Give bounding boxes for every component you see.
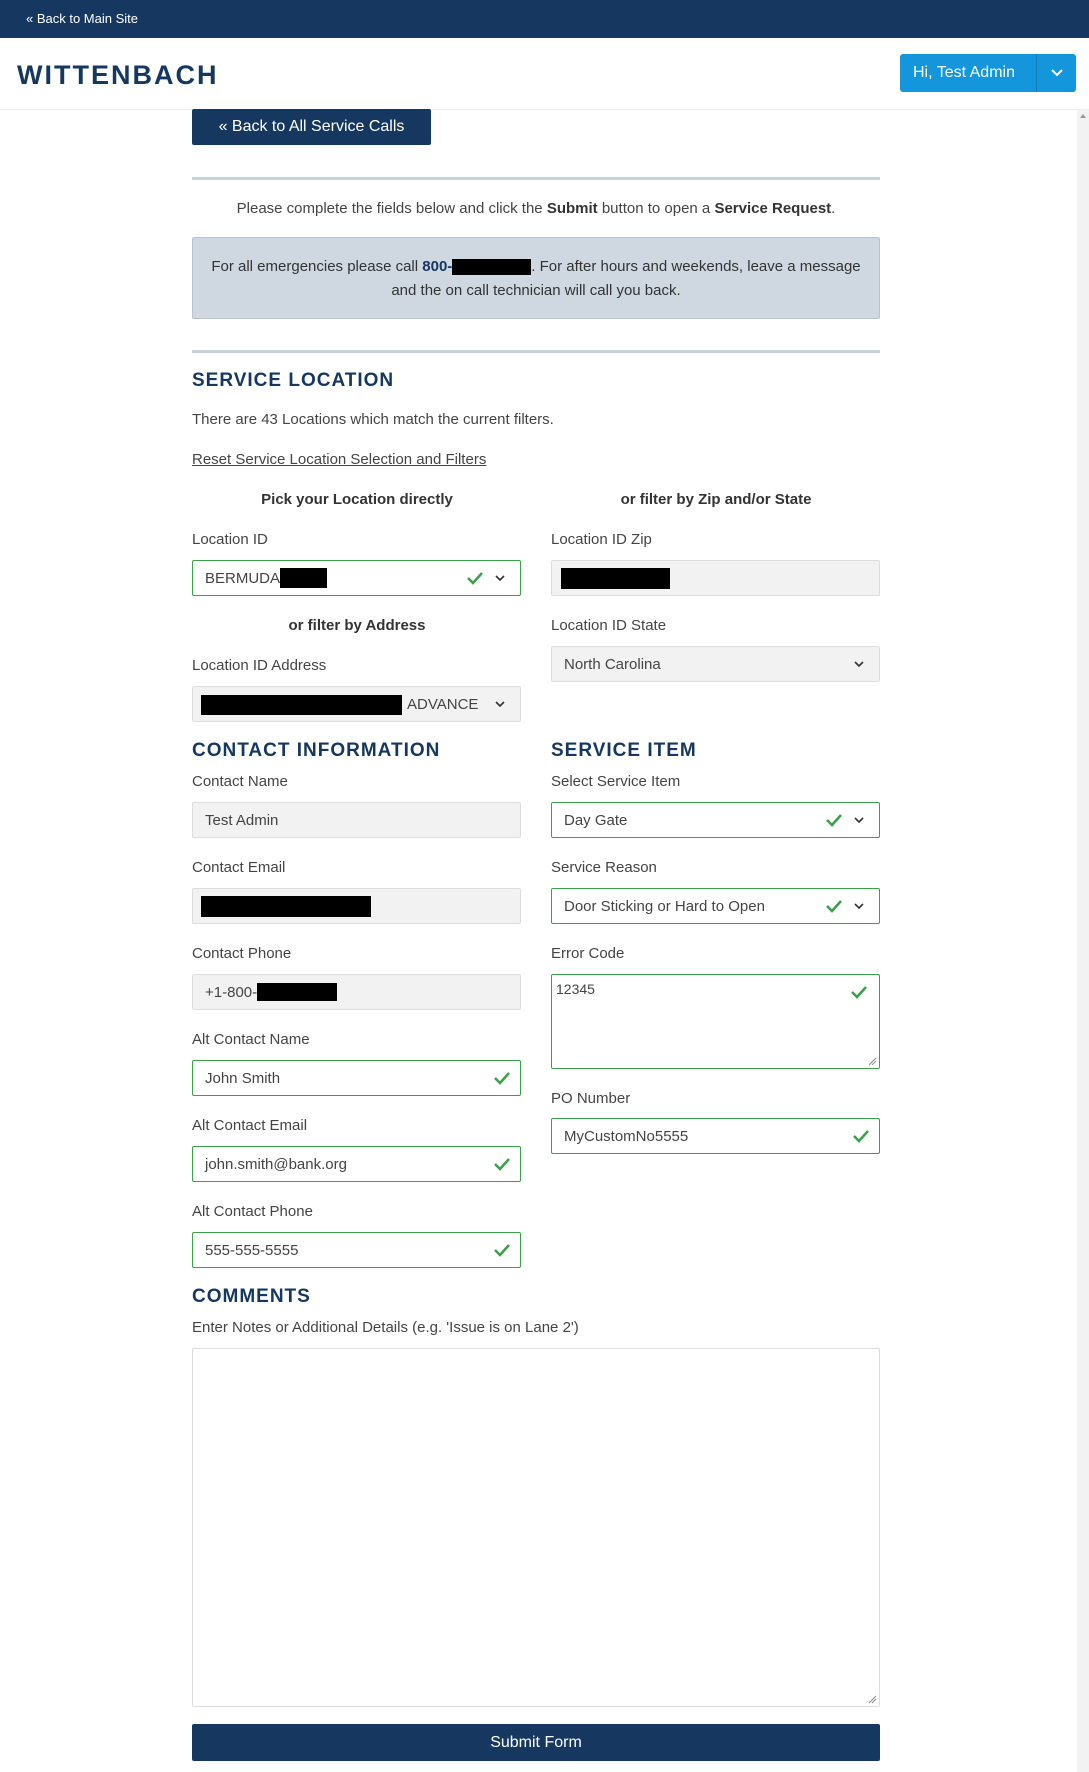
error-code-label: Error Code	[551, 945, 625, 962]
user-greeting: Hi, Test Admin	[913, 64, 1015, 81]
redacted-block	[280, 568, 327, 588]
alt-contact-phone-label: Alt Contact Phone	[192, 1203, 313, 1220]
emergency-phone: 800-	[422, 258, 453, 275]
divider	[192, 350, 880, 353]
contact-name-input[interactable]	[192, 802, 521, 838]
zip-label: Location ID Zip	[551, 531, 652, 548]
intro-text-part: button to open a	[597, 200, 715, 217]
check-icon	[466, 569, 484, 587]
site-header	[0, 38, 1089, 110]
intro-text-part: Please complete the fields below and click the	[236, 200, 547, 217]
chevron-down-icon	[853, 814, 865, 826]
back-to-service-calls-button[interactable]: « Back to All Service Calls	[192, 109, 431, 145]
service-reason-label: Service Reason	[551, 859, 657, 876]
phone-prefix: +1-800-	[205, 984, 258, 1001]
comments-label: Enter Notes or Additional Details (e.g. 'Issue is on Lane 2')	[192, 1319, 579, 1336]
redacted-block	[561, 568, 670, 589]
address-label: Location ID Address	[192, 657, 327, 674]
service-location-heading: SERVICE LOCATION	[192, 370, 395, 391]
error-code-textarea[interactable]	[551, 974, 880, 1069]
filter-address-label: or filter by Address	[288, 617, 426, 634]
alt-contact-name-input[interactable]	[192, 1060, 521, 1096]
alt-contact-phone-input[interactable]	[192, 1232, 521, 1268]
contact-phone-value	[205, 984, 337, 1001]
check-icon	[850, 983, 868, 1001]
error-code-value: 12345	[556, 981, 595, 997]
intro-request-word: Service Request	[714, 200, 832, 217]
service-item-heading: SERVICE ITEM	[551, 740, 697, 761]
user-menu-button[interactable]	[900, 54, 1076, 92]
contact-phone-label: Contact Phone	[192, 945, 292, 962]
pick-location-directly-label: Pick your Location directly	[261, 491, 453, 508]
alt-contact-email-value: john.smith@bank.org	[205, 1156, 347, 1173]
intro-text-part: .	[831, 200, 836, 217]
contact-email-input[interactable]	[192, 888, 521, 924]
state-label: Location ID State	[551, 617, 667, 634]
check-icon	[825, 811, 843, 829]
check-icon	[493, 1155, 511, 1173]
contact-name-label: Contact Name	[192, 773, 288, 790]
intro-submit-word: Submit	[546, 200, 598, 217]
button-divider	[1036, 54, 1037, 92]
po-number-label: PO Number	[551, 1090, 631, 1107]
alert-text: . For after hours and weekends, leave a message and the on call technician will call you back.	[391, 258, 861, 299]
service-item-select[interactable]	[551, 802, 880, 838]
top-bar	[0, 0, 1089, 38]
emergency-alert	[192, 237, 880, 319]
chevron-down-icon	[494, 572, 506, 584]
contact-phone-input[interactable]	[192, 974, 521, 1010]
address-select[interactable]	[192, 686, 521, 722]
redacted-block	[257, 983, 337, 1001]
alert-text: For all emergencies please call	[211, 258, 423, 275]
state-value: North Carolina	[564, 656, 661, 673]
zip-input[interactable]	[551, 560, 880, 596]
location-id-label: Location ID	[192, 531, 268, 548]
chevron-down-icon[interactable]	[1048, 63, 1066, 81]
chevron-down-icon	[494, 698, 506, 710]
redacted-block	[201, 896, 371, 917]
address-value: ADVANCE	[407, 696, 479, 713]
po-number-value: MyCustomNo5555	[564, 1128, 689, 1145]
location-id-text: BERMUDA	[205, 570, 281, 587]
contact-email-label: Contact Email	[192, 859, 286, 876]
alt-contact-email-label: Alt Contact Email	[192, 1117, 308, 1134]
alt-contact-phone-value: 555-555-5555	[205, 1242, 299, 1259]
redacted-block	[201, 695, 402, 715]
check-icon	[493, 1241, 511, 1259]
back-to-main-site-link[interactable]: « Back to Main Site	[26, 11, 138, 26]
vertical-scrollbar[interactable]	[1077, 110, 1089, 1772]
check-icon	[825, 897, 843, 915]
submit-form-button[interactable]: Submit Form	[192, 1724, 880, 1761]
divider	[192, 177, 880, 180]
comments-heading: COMMENTS	[192, 1286, 311, 1307]
select-service-item-label: Select Service Item	[551, 773, 681, 790]
alt-contact-name-label: Alt Contact Name	[192, 1031, 310, 1048]
service-reason-select[interactable]	[551, 888, 880, 924]
resize-handle-icon[interactable]	[868, 1057, 877, 1066]
location-id-value	[205, 570, 327, 588]
redacted-block	[452, 259, 531, 275]
comments-textarea[interactable]	[192, 1348, 880, 1707]
service-item-value: Day Gate	[564, 812, 628, 829]
contact-info-heading: CONTACT INFORMATION	[192, 740, 441, 761]
wittenbach-logo[interactable]: WITTENBACH	[17, 60, 219, 90]
state-select[interactable]	[551, 646, 880, 682]
intro-text	[192, 200, 880, 217]
po-number-input[interactable]	[551, 1118, 880, 1154]
alt-contact-name-value: John Smith	[205, 1070, 281, 1087]
location-id-select[interactable]	[192, 560, 521, 596]
chevron-down-icon	[853, 658, 865, 670]
contact-name-value: Test Admin	[205, 812, 279, 829]
check-icon	[493, 1069, 511, 1087]
alt-contact-email-input[interactable]	[192, 1146, 521, 1182]
resize-handle-icon[interactable]	[868, 1695, 877, 1704]
location-count-text: There are 43 Locations which match the current filters.	[192, 411, 554, 428]
reset-location-link[interactable]: Reset Service Location Selection and Filters	[192, 451, 487, 468]
filter-zip-state-label: or filter by Zip and/or State	[620, 491, 812, 508]
service-reason-value: Door Sticking or Hard to Open	[564, 898, 765, 915]
chevron-down-icon	[853, 900, 865, 912]
scroll-up-arrow-icon[interactable]	[1079, 112, 1087, 120]
check-icon	[852, 1127, 870, 1145]
